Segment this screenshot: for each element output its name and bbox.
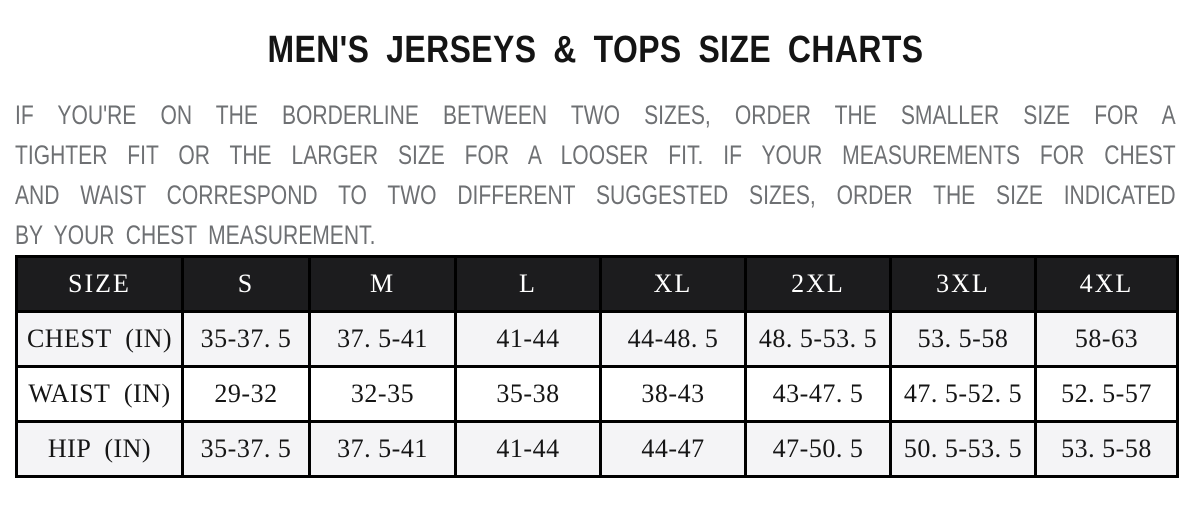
size-chart-table [15,255,1179,478]
column-header-3xl: 3XL [891,257,1036,312]
cell-hip-4xl: 53. 5-58 [1036,422,1178,477]
cell-hip-s: 35-37. 5 [183,422,310,477]
cell-chest-s: 35-37. 5 [183,312,310,367]
row-label-chest: CHEST (IN) [17,312,183,367]
cell-hip-l: 41-44 [456,422,601,477]
table-row-hip [17,422,1178,477]
cell-waist-m: 32-35 [310,367,456,422]
cell-hip-2xl: 47-50. 5 [746,422,891,477]
cell-chest-3xl: 53. 5-58 [891,312,1036,367]
cell-waist-s: 29-32 [183,367,310,422]
row-label-waist: WAIST (IN) [17,367,183,422]
column-header-m: M [310,257,456,312]
cell-hip-m: 37. 5-41 [310,422,456,477]
page-title: MEN'S JERSEYS & TOPS SIZE CHARTS [267,29,924,71]
cell-chest-xl: 44-48. 5 [601,312,746,367]
column-header-size: SIZE [17,257,183,312]
cell-waist-xl: 38-43 [601,367,746,422]
cell-waist-l: 35-38 [456,367,601,422]
row-label-hip: HIP (IN) [17,422,183,477]
intro-line-3: AND WAIST CORRESPOND TO TWO DIFFERENT SUGGESTED SIZES, ORDER THE SIZE INDICATED [15,180,1176,210]
table-row-chest [17,312,1178,367]
column-header-2xl: 2XL [746,257,891,312]
cell-waist-2xl: 43-47. 5 [746,367,891,422]
column-header-s: S [183,257,310,312]
page-header [0,28,1191,72]
intro-line-2: TIGHTER FIT OR THE LARGER SIZE FOR A LOOSER FIT. IF YOUR MEASUREMENTS FOR CHEST [15,140,1176,170]
table-row-waist [17,367,1178,422]
column-header-l: L [456,257,601,312]
cell-waist-4xl: 52. 5-57 [1036,367,1178,422]
column-header-4xl: 4XL [1036,257,1178,312]
cell-chest-m: 37. 5-41 [310,312,456,367]
cell-chest-4xl: 58-63 [1036,312,1178,367]
cell-chest-l: 41-44 [456,312,601,367]
cell-hip-3xl: 50. 5-53. 5 [891,422,1036,477]
intro-line-4: BY YOUR CHEST MEASUREMENT. [15,220,376,250]
header-row [17,257,1178,312]
cell-waist-3xl: 47. 5-52. 5 [891,367,1036,422]
intro-paragraph [15,95,1176,255]
intro-line-1: IF YOU'RE ON THE BORDERLINE BETWEEN TWO SIZES, ORDER THE SMALLER SIZE FOR A [15,100,1176,130]
cell-chest-2xl: 48. 5-53. 5 [746,312,891,367]
column-header-xl: XL [601,257,746,312]
cell-hip-xl: 44-47 [601,422,746,477]
